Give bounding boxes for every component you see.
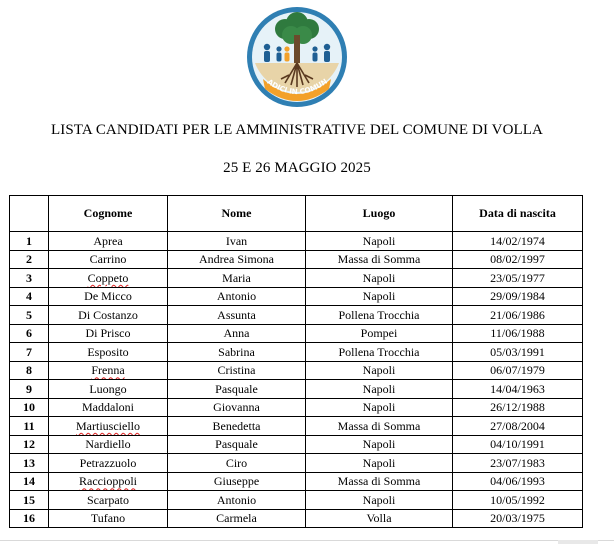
cell-cognome xyxy=(49,472,168,491)
row-number: 1 xyxy=(10,232,49,251)
cell-luogo: Napoli xyxy=(306,361,453,380)
cell-luogo: Napoli xyxy=(306,454,453,473)
table-row xyxy=(10,250,583,269)
cell-cognome: Luongo xyxy=(49,380,168,399)
cell-cognome: Di Prisco xyxy=(49,324,168,343)
row-number: 3 xyxy=(10,269,49,288)
cell-luogo: Pollena Trocchia xyxy=(306,306,453,325)
table-row xyxy=(10,454,583,473)
cell-nome: Cristina xyxy=(168,361,306,380)
cell-nome: Ivan xyxy=(168,232,306,251)
cell-nome: Antonio xyxy=(168,287,306,306)
table-row xyxy=(10,232,583,251)
cell-luogo: Massa di Somma xyxy=(306,417,453,436)
table-header-row xyxy=(10,196,583,232)
cell-data-di-nascita: 04/10/1991 xyxy=(453,435,583,454)
cell-data-di-nascita: 14/02/1974 xyxy=(453,232,583,251)
row-number: 2 xyxy=(10,250,49,269)
cell-nome: Antonio xyxy=(168,491,306,510)
row-number: 14 xyxy=(10,472,49,491)
cell-nome: Giuseppe xyxy=(168,472,306,491)
cell-nome: Assunta xyxy=(168,306,306,325)
cell-data-di-nascita: 20/03/1975 xyxy=(453,509,583,528)
cell-luogo: Napoli xyxy=(306,491,453,510)
table-row xyxy=(10,435,583,454)
cell-data-di-nascita: 21/06/1986 xyxy=(453,306,583,325)
table-row xyxy=(10,361,583,380)
cell-nome: Pasquale xyxy=(168,435,306,454)
cell-luogo: Napoli xyxy=(306,398,453,417)
cell-cognome xyxy=(49,269,168,288)
cell-luogo: Massa di Somma xyxy=(306,472,453,491)
cell-luogo: Napoli xyxy=(306,287,453,306)
cell-data-di-nascita: 11/06/1988 xyxy=(453,324,583,343)
cognome-text: Martiusciello xyxy=(76,418,140,433)
cell-luogo: Pollena Trocchia xyxy=(306,343,453,362)
cell-nome: Giovanna xyxy=(168,398,306,417)
cell-nome: Carmela xyxy=(168,509,306,528)
row-number: 10 xyxy=(10,398,49,417)
row-number: 6 xyxy=(10,324,49,343)
cell-luogo: Napoli xyxy=(306,380,453,399)
cell-cognome: Carrino xyxy=(49,250,168,269)
row-number: 12 xyxy=(10,435,49,454)
cell-luogo: Napoli xyxy=(306,269,453,288)
row-number: 8 xyxy=(10,361,49,380)
cell-data-di-nascita: 23/05/1977 xyxy=(453,269,583,288)
page-bottom-border xyxy=(0,540,614,541)
cell-data-di-nascita: 04/06/1993 xyxy=(453,472,583,491)
row-number: 4 xyxy=(10,287,49,306)
cell-data-di-nascita: 08/02/1997 xyxy=(453,250,583,269)
cognome-text: Frenna xyxy=(91,363,125,378)
cell-nome: Andrea Simona xyxy=(168,250,306,269)
header-nome: Nome xyxy=(168,196,306,232)
cell-cognome: Tufano xyxy=(49,509,168,528)
cell-nome: Benedetta xyxy=(168,417,306,436)
document-title: LISTA CANDIDATI PER LE AMMINISTRATIVE DEL COMUNE DI VOLLA xyxy=(51,122,543,138)
cell-cognome: De Micco xyxy=(49,287,168,306)
cell-cognome: Aprea xyxy=(49,232,168,251)
table-row xyxy=(10,343,583,362)
row-number: 16 xyxy=(10,509,49,528)
election-date: 25 E 26 MAGGIO 2025 xyxy=(223,160,371,176)
cell-luogo: Pompei xyxy=(306,324,453,343)
cell-luogo: Napoli xyxy=(306,435,453,454)
table-row xyxy=(10,324,583,343)
cell-luogo: Napoli xyxy=(306,232,453,251)
row-number: 11 xyxy=(10,417,49,436)
cell-data-di-nascita: 05/03/1991 xyxy=(453,343,583,362)
cognome-text: Coppeto xyxy=(87,270,129,285)
table-row xyxy=(10,287,583,306)
table-row xyxy=(10,269,583,288)
table-row xyxy=(10,491,583,510)
header-data-di-nascita: Data di nascita xyxy=(453,196,583,232)
cell-data-di-nascita: 29/09/1984 xyxy=(453,287,583,306)
header-number xyxy=(10,196,49,232)
header-luogo: Luogo xyxy=(306,196,453,232)
candidates-table xyxy=(9,195,583,528)
cell-cognome xyxy=(49,417,168,436)
cell-cognome: Petrazzuolo xyxy=(49,454,168,473)
table-row xyxy=(10,306,583,325)
cell-data-di-nascita: 26/12/1988 xyxy=(453,398,583,417)
row-number: 9 xyxy=(10,380,49,399)
logo-text: ADICI IN COMUN xyxy=(265,76,329,97)
cell-data-di-nascita: 10/05/1992 xyxy=(453,491,583,510)
cell-nome: Sabrina xyxy=(168,343,306,362)
row-number: 15 xyxy=(10,491,49,510)
cell-luogo: Volla xyxy=(306,509,453,528)
cell-data-di-nascita: 06/07/1979 xyxy=(453,361,583,380)
row-number: 13 xyxy=(10,454,49,473)
table-row xyxy=(10,417,583,436)
cell-cognome: Di Costanzo xyxy=(49,306,168,325)
cell-nome: Maria xyxy=(168,269,306,288)
page-bottom-marker xyxy=(558,540,598,544)
cell-cognome xyxy=(49,361,168,380)
cell-luogo: Massa di Somma xyxy=(306,250,453,269)
cell-nome: Ciro xyxy=(168,454,306,473)
cell-cognome: Maddaloni xyxy=(49,398,168,417)
table-row xyxy=(10,509,583,528)
cell-data-di-nascita: 27/08/2004 xyxy=(453,417,583,436)
cell-cognome: Scarpato xyxy=(49,491,168,510)
row-number: 7 xyxy=(10,343,49,362)
table-row xyxy=(10,380,583,399)
cell-data-di-nascita: 14/04/1963 xyxy=(453,380,583,399)
row-number: 5 xyxy=(10,306,49,325)
cell-data-di-nascita: 23/07/1983 xyxy=(453,454,583,473)
header-cognome: Cognome xyxy=(49,196,168,232)
cell-cognome: Esposito xyxy=(49,343,168,362)
table-row xyxy=(10,472,583,491)
cell-cognome: Nardiello xyxy=(49,435,168,454)
table-row xyxy=(10,398,583,417)
cognome-text: Raccioppoli xyxy=(79,474,137,489)
tree-with-people-logo-icon xyxy=(245,5,349,109)
cell-nome: Anna xyxy=(168,324,306,343)
cell-nome: Pasquale xyxy=(168,380,306,399)
